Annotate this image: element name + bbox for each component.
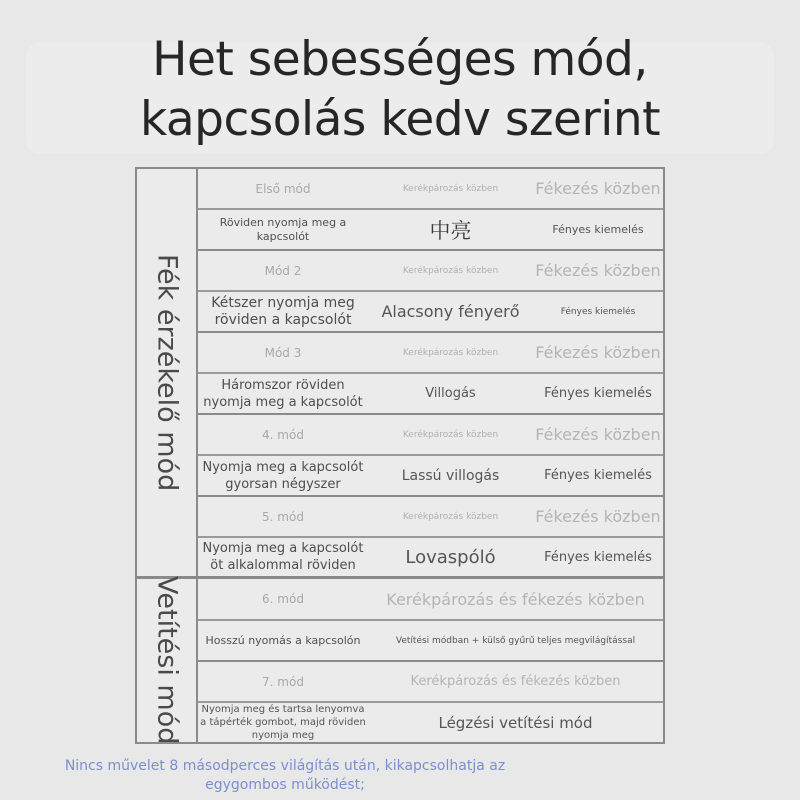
mode-brake: Fékezés közben bbox=[535, 343, 661, 362]
mode-light: Vetítési módban + külső gyűrű teljes megvilágítással bbox=[395, 635, 636, 646]
table-row-mode-5-header bbox=[198, 497, 663, 538]
page-title bbox=[0, 30, 800, 150]
table-row-mode-4-header bbox=[198, 415, 663, 456]
mode-light: Alacsony fényerő bbox=[381, 302, 520, 321]
mode-context: Kerékpározás és fékezés közben bbox=[410, 674, 621, 689]
mode-action: Háromszor röviden nyomja meg a kapcsolót bbox=[203, 377, 363, 410]
mode-name: 6. mód bbox=[262, 592, 304, 606]
table-rows bbox=[198, 169, 663, 742]
mode-context: Kerékpározás közben bbox=[402, 265, 499, 276]
mode-light: Lovaspóló bbox=[405, 546, 496, 568]
mode-light: Légzési vetítési mód bbox=[438, 713, 593, 732]
mode-action: Hosszú nyomás a kapcsolón bbox=[205, 633, 361, 647]
mode-brake: Fékezés közben bbox=[535, 261, 661, 280]
mode-brake: Fékezés közben bbox=[535, 425, 661, 444]
mode-name: 7. mód bbox=[262, 674, 304, 689]
mode-highlight: Fényes kiemelés bbox=[544, 386, 652, 401]
mode-action: Nyomja meg a kapcsolót öt alkalommal röviden bbox=[202, 541, 364, 573]
mode-name: Mód 2 bbox=[264, 263, 302, 278]
mode-name: Első mód bbox=[255, 181, 311, 196]
table-row-mode-6-header bbox=[198, 579, 663, 621]
mode-brake: Fékezés közben bbox=[535, 179, 661, 198]
title-line-1: Het sebességes mód, bbox=[152, 32, 648, 87]
table-row-mode-7-detail bbox=[198, 703, 663, 742]
mode-highlight: Fényes kiemelés bbox=[544, 549, 652, 565]
mode-highlight: Fényes kiemelés bbox=[544, 468, 652, 483]
table-row-mode-3-header bbox=[198, 333, 663, 374]
mode-table bbox=[135, 167, 665, 744]
table-row-mode-4-detail bbox=[198, 456, 663, 497]
mode-action: Nyomja meg a kapcsolót gyorsan négyszer bbox=[202, 459, 364, 492]
mode-action: Röviden nyomja meg a kapcsolót bbox=[219, 215, 347, 243]
mode-name: 5. mód bbox=[262, 509, 304, 524]
group-brake-sensing bbox=[137, 169, 198, 579]
mode-highlight: Fényes kiemelés bbox=[560, 306, 636, 317]
group-projection bbox=[137, 576, 198, 745]
table-row-mode-1-header bbox=[198, 169, 663, 210]
mode-action: Nyomja meg és tartsa lenyomva a tápérték gombot, majd röviden nyomja meg bbox=[200, 704, 366, 741]
table-row-mode-6-detail bbox=[198, 621, 663, 662]
table-row-mode-1-detail bbox=[198, 210, 663, 251]
mode-light: Villogás bbox=[425, 386, 476, 401]
table-row-mode-2-detail bbox=[198, 292, 663, 333]
mode-name: 4. mód bbox=[262, 427, 304, 442]
table-row-mode-3-detail bbox=[198, 374, 663, 415]
group-label-brake-sensing: Fék érzékelő mód bbox=[151, 253, 183, 492]
table-row-mode-5-detail bbox=[198, 538, 663, 579]
mode-context: Kerékpározás közben bbox=[402, 511, 499, 522]
mode-context: Kerékpározás közben bbox=[402, 183, 499, 194]
group-label-projection: Vetítési mód bbox=[151, 576, 183, 745]
mode-context: Kerékpározás közben bbox=[402, 347, 499, 358]
mode-light: 中亮 bbox=[429, 218, 472, 243]
mode-context: Kerékpározás és fékezés közben bbox=[386, 589, 645, 609]
mode-action: Kétszer nyomja meg röviden a kapcsolót bbox=[211, 294, 355, 328]
table-row-mode-7-header bbox=[198, 662, 663, 703]
footer-note: Nincs művelet 8 másodperces világítás után, kikapcsolhatja az egygombos működést; bbox=[64, 758, 506, 793]
title-line-2: kapcsolás kedv szerint bbox=[139, 92, 661, 147]
mode-brake: Fékezés közben bbox=[535, 507, 661, 526]
mode-name: Mód 3 bbox=[264, 345, 302, 360]
mode-context: Kerékpározás közben bbox=[402, 429, 499, 440]
table-row-mode-2-header bbox=[198, 251, 663, 292]
mode-light: Lassú villogás bbox=[401, 467, 500, 484]
mode-highlight: Fényes kiemelés bbox=[552, 223, 644, 236]
